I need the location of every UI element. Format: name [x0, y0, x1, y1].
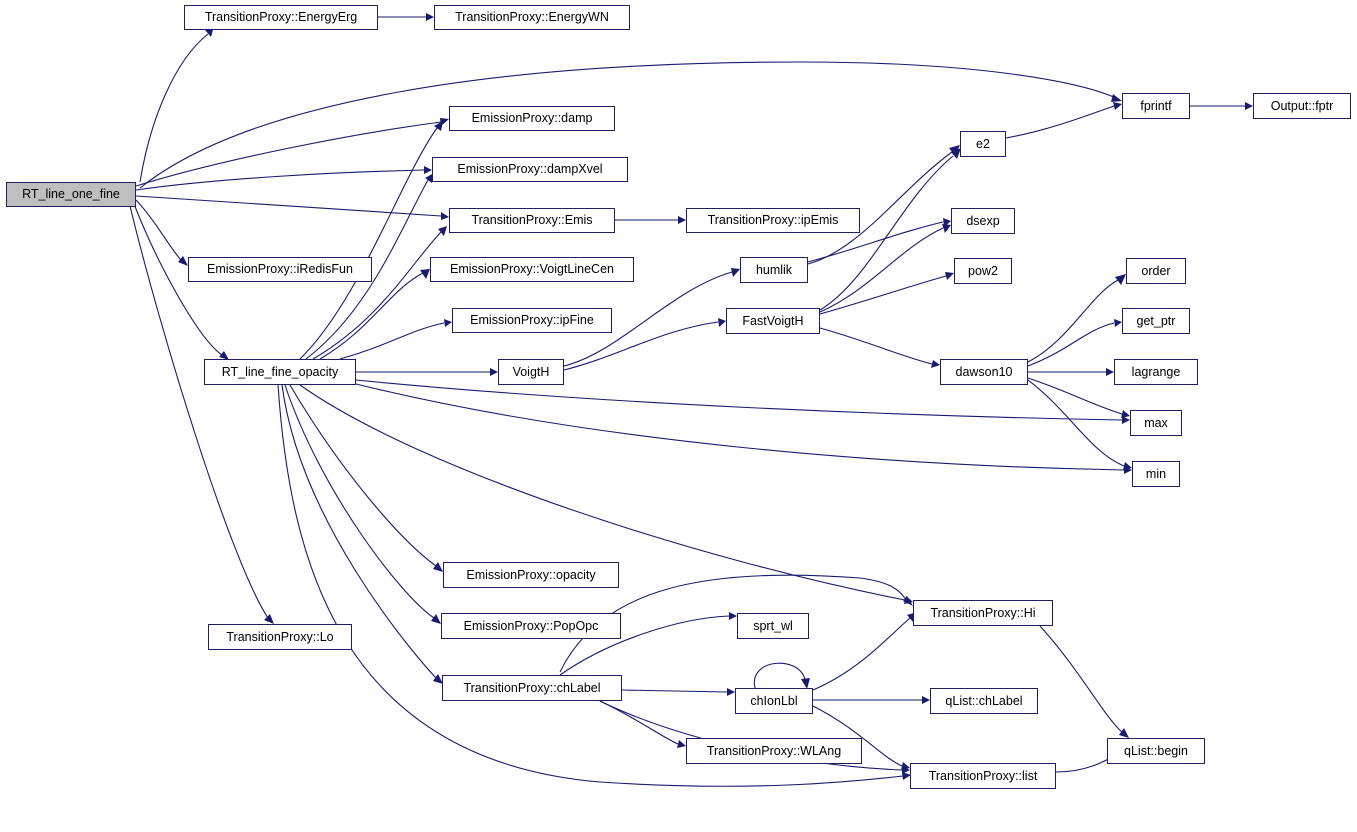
node-transitionproxy-wlang[interactable]: TransitionProxy::WLAng	[686, 738, 862, 764]
node-emissionproxy-iredisfun[interactable]: EmissionProxy::iRedisFun	[188, 257, 372, 282]
node-transitionproxy-hi[interactable]: TransitionProxy::Hi	[913, 600, 1053, 626]
node-pow2[interactable]: pow2	[954, 258, 1012, 284]
node-emissionproxy-damp[interactable]: EmissionProxy::damp	[449, 106, 615, 131]
node-transitionproxy-energywn[interactable]: TransitionProxy::EnergyWN	[434, 5, 630, 30]
node-emissionproxy-opacity[interactable]: EmissionProxy::opacity	[443, 562, 619, 588]
node-transitionproxy-lo[interactable]: TransitionProxy::Lo	[208, 624, 352, 650]
node-emissionproxy-ipfine[interactable]: EmissionProxy::ipFine	[452, 308, 612, 333]
node-transitionproxy-list[interactable]: TransitionProxy::list	[910, 763, 1056, 789]
node-sprt-wl[interactable]: sprt_wl	[737, 613, 809, 639]
node-voigth[interactable]: VoigtH	[498, 359, 564, 385]
node-min[interactable]: min	[1132, 461, 1180, 487]
node-emissionproxy-popopc[interactable]: EmissionProxy::PopOpc	[441, 613, 621, 639]
node-dawson10[interactable]: dawson10	[940, 359, 1028, 385]
node-rt-line-one-fine[interactable]: RT_line_one_fine	[6, 182, 136, 207]
node-max[interactable]: max	[1130, 410, 1182, 436]
node-qlist-chlabel[interactable]: qList::chLabel	[930, 688, 1038, 714]
node-get-ptr[interactable]: get_ptr	[1122, 308, 1190, 334]
node-fprintf[interactable]: fprintf	[1122, 93, 1190, 119]
node-chionlbl[interactable]: chIonLbl	[735, 688, 813, 714]
node-emissionproxy-voigtlinecen[interactable]: EmissionProxy::VoigtLineCen	[430, 257, 634, 282]
node-transitionproxy-energyerg[interactable]: TransitionProxy::EnergyErg	[184, 5, 378, 30]
node-transitionproxy-ipemis[interactable]: TransitionProxy::ipEmis	[686, 208, 860, 233]
node-humlik[interactable]: humlik	[740, 257, 808, 283]
node-fastvoigth[interactable]: FastVoigtH	[726, 308, 820, 334]
node-dsexp[interactable]: dsexp	[951, 208, 1015, 234]
node-lagrange[interactable]: lagrange	[1114, 359, 1198, 385]
node-transitionproxy-chlabel[interactable]: TransitionProxy::chLabel	[442, 675, 622, 701]
node-qlist-begin[interactable]: qList::begin	[1107, 738, 1205, 764]
node-order[interactable]: order	[1126, 258, 1186, 284]
node-emissionproxy-dampxvel[interactable]: EmissionProxy::dampXvel	[432, 157, 628, 182]
node-e2[interactable]: e2	[960, 131, 1006, 157]
node-rt-line-fine-opacity[interactable]: RT_line_fine_opacity	[204, 359, 356, 385]
node-output-fptr[interactable]: Output::fptr	[1253, 93, 1351, 119]
node-transitionproxy-emis[interactable]: TransitionProxy::Emis	[449, 208, 615, 233]
